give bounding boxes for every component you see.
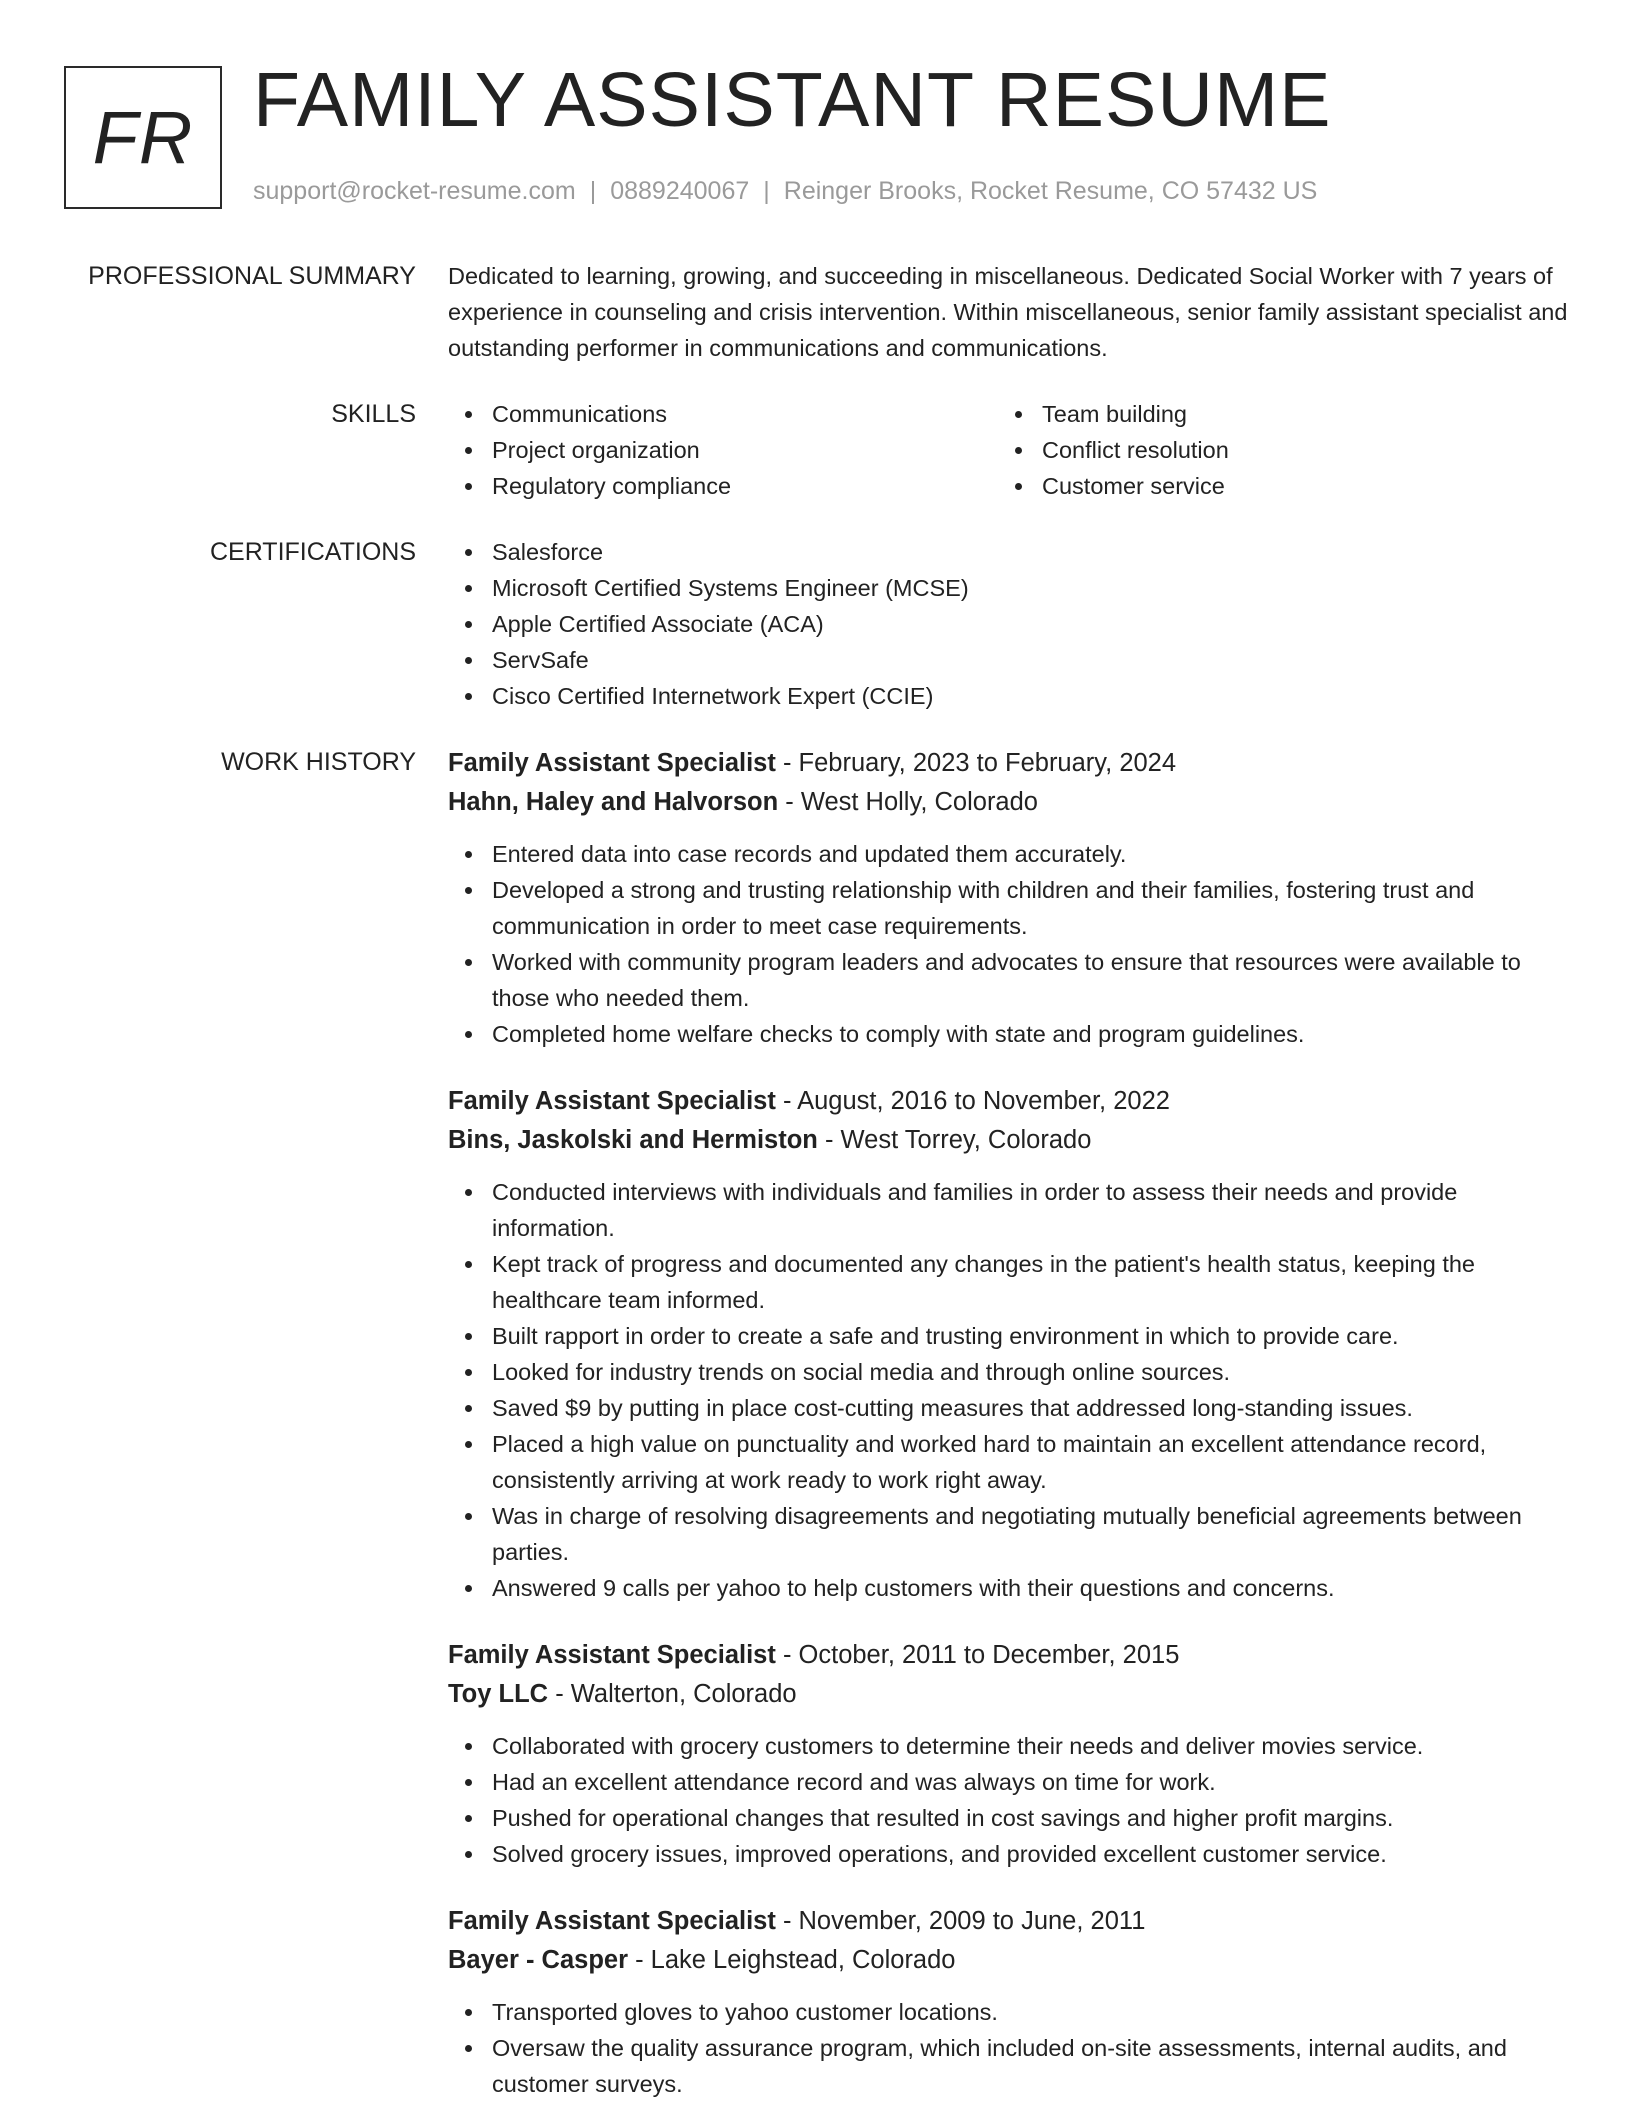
skill-item: Project organization	[448, 432, 998, 468]
job-duty: Looked for industry trends on social media and through online sources.	[448, 1354, 1568, 1390]
job-duties	[448, 1174, 1568, 1606]
job-title-line	[448, 1636, 1568, 1675]
job-duty: Answered 9 calls per yahoo to help customers with their questions and concerns.	[448, 1570, 1568, 1606]
job-duty: Entered data into case records and updated them accurately.	[448, 836, 1568, 872]
job-location: - Walterton, Colorado	[548, 1680, 797, 1708]
job-duty: Saved $9 by putting in place cost-cutting measures that addressed long-standing issues.	[448, 1390, 1568, 1426]
skills-column-left	[448, 396, 998, 504]
certifications-list	[448, 534, 1568, 714]
certification-item: Cisco Certified Internetwork Expert (CCIE)	[448, 678, 1568, 714]
job-company: Bayer - Casper	[448, 1946, 629, 1974]
summary-section	[0, 258, 1632, 366]
job-dates: - October, 2011 to December, 2015	[775, 1641, 1180, 1669]
job-duty: Collaborated with grocery customers to determine their needs and deliver movies service.	[448, 1728, 1568, 1764]
job-duty: Kept track of progress and documented any changes in the patient's health status, keeping the healthcare team informed.	[448, 1246, 1568, 1318]
job-dates: - February, 2023 to February, 2024	[775, 749, 1177, 777]
job-duty: Had an excellent attendance record and was always on time for work.	[448, 1764, 1568, 1800]
job-duties	[448, 1994, 1568, 2102]
section-label-summary: PROFESSIONAL SUMMARY	[88, 262, 416, 290]
job-duty: Placed a high value on punctuality and worked hard to maintain an excellent attendance record, consistently arriving at work ready to work right away.	[448, 1426, 1568, 1498]
certification-item: ServSafe	[448, 642, 1568, 678]
contact-line	[253, 176, 1317, 206]
job-entry	[448, 1902, 1568, 2102]
job-entry	[448, 744, 1568, 1052]
section-label-work-history: WORK HISTORY	[221, 748, 416, 776]
section-label-certifications: CERTIFICATIONS	[209, 538, 416, 566]
job-duties	[448, 1728, 1568, 1872]
job-dates: - August, 2016 to November, 2022	[775, 1087, 1170, 1115]
job-title-line	[448, 1902, 1568, 1941]
skill-item: Regulatory compliance	[448, 468, 998, 504]
monogram-initials: FR	[92, 96, 194, 179]
job-duty: Was in charge of resolving disagreements and negotiating mutually beneficial agreements between parties.	[448, 1498, 1568, 1570]
skills-grid	[448, 396, 1568, 504]
job-entry	[448, 1082, 1568, 1606]
job-title: Family Assistant Specialist	[448, 1087, 776, 1115]
work-history-section	[0, 744, 1632, 2112]
job-dates: - November, 2009 to June, 2011	[775, 1907, 1146, 1935]
certifications-body	[448, 534, 1568, 714]
skill-item: Conflict resolution	[998, 432, 1548, 468]
certifications-section	[0, 534, 1632, 714]
job-company-line	[448, 783, 1568, 822]
job-company: Hahn, Haley and Halvorson	[448, 788, 779, 816]
contact-separator: |	[763, 177, 770, 205]
skill-item: Communications	[448, 396, 998, 432]
job-entry	[448, 1636, 1568, 1872]
job-duties	[448, 836, 1568, 1052]
certification-item: Microsoft Certified Systems Engineer (MCSE)	[448, 570, 1568, 606]
job-location: - West Holly, Colorado	[778, 788, 1038, 816]
job-company: Toy LLC	[448, 1680, 549, 1708]
section-label-skills: SKILLS	[331, 400, 416, 428]
job-title: Family Assistant Specialist	[448, 1641, 776, 1669]
job-duty: Developed a strong and trusting relationship with children and their families, fostering trust and communication in order to meet case requirements.	[448, 872, 1568, 944]
job-company: Bins, Jaskolski and Hermiston	[448, 1126, 818, 1154]
skill-item: Customer service	[998, 468, 1548, 504]
job-company-line	[448, 1941, 1568, 1980]
skills-column-right	[998, 396, 1548, 504]
job-duty: Completed home welfare checks to comply with state and program guidelines.	[448, 1016, 1568, 1052]
contact-separator: |	[589, 177, 597, 205]
certification-item: Apple Certified Associate (ACA)	[448, 606, 1568, 642]
job-duty: Oversaw the quality assurance program, which included on-site assessments, internal audits, and customer surveys.	[448, 2030, 1568, 2102]
job-title: Family Assistant Specialist	[448, 749, 776, 777]
contact-address: Reinger Brooks, Rocket Resume, CO 57432 US	[783, 177, 1318, 205]
resume-title: FAMILY ASSISTANT RESUME	[253, 57, 1332, 143]
job-duty: Transported gloves to yahoo customer locations.	[448, 1994, 1568, 2030]
contact-email: support@rocket-resume.com	[253, 177, 576, 205]
job-duty: Built rapport in order to create a safe and trusting environment in which to provide care.	[448, 1318, 1568, 1354]
skill-item: Team building	[998, 396, 1548, 432]
job-duty: Worked with community program leaders and advocates to ensure that resources were available to those who needed them.	[448, 944, 1568, 1016]
certification-item: Salesforce	[448, 534, 1568, 570]
work-history-body	[448, 744, 1568, 2112]
monogram-box	[64, 66, 222, 209]
job-company-line	[448, 1121, 1568, 1160]
skills-section	[0, 396, 1632, 504]
summary-text: Dedicated to learning, growing, and succeeding in miscellaneous. Dedicated Social Worker with 7 years of experience in counseling and crisis intervention. Within miscellaneous, senior family assistant specialist and outstanding performer in communications and communications.	[448, 263, 1568, 361]
job-title-line	[448, 1082, 1568, 1121]
job-duty: Pushed for operational changes that resulted in cost savings and higher profit margins.	[448, 1800, 1568, 1836]
job-location: - Lake Leighstead, Colorado	[628, 1946, 956, 1974]
job-duty: Solved grocery issues, improved operations, and provided excellent customer service.	[448, 1836, 1568, 1872]
job-title-line	[448, 744, 1568, 783]
job-title: Family Assistant Specialist	[448, 1907, 776, 1935]
job-location: - West Torrey, Colorado	[817, 1126, 1092, 1154]
job-duty: Conducted interviews with individuals and families in order to assess their needs and provide information.	[448, 1174, 1568, 1246]
resume-content	[0, 258, 1632, 2112]
contact-phone: 0889240067	[610, 177, 750, 205]
job-company-line	[448, 1675, 1568, 1714]
